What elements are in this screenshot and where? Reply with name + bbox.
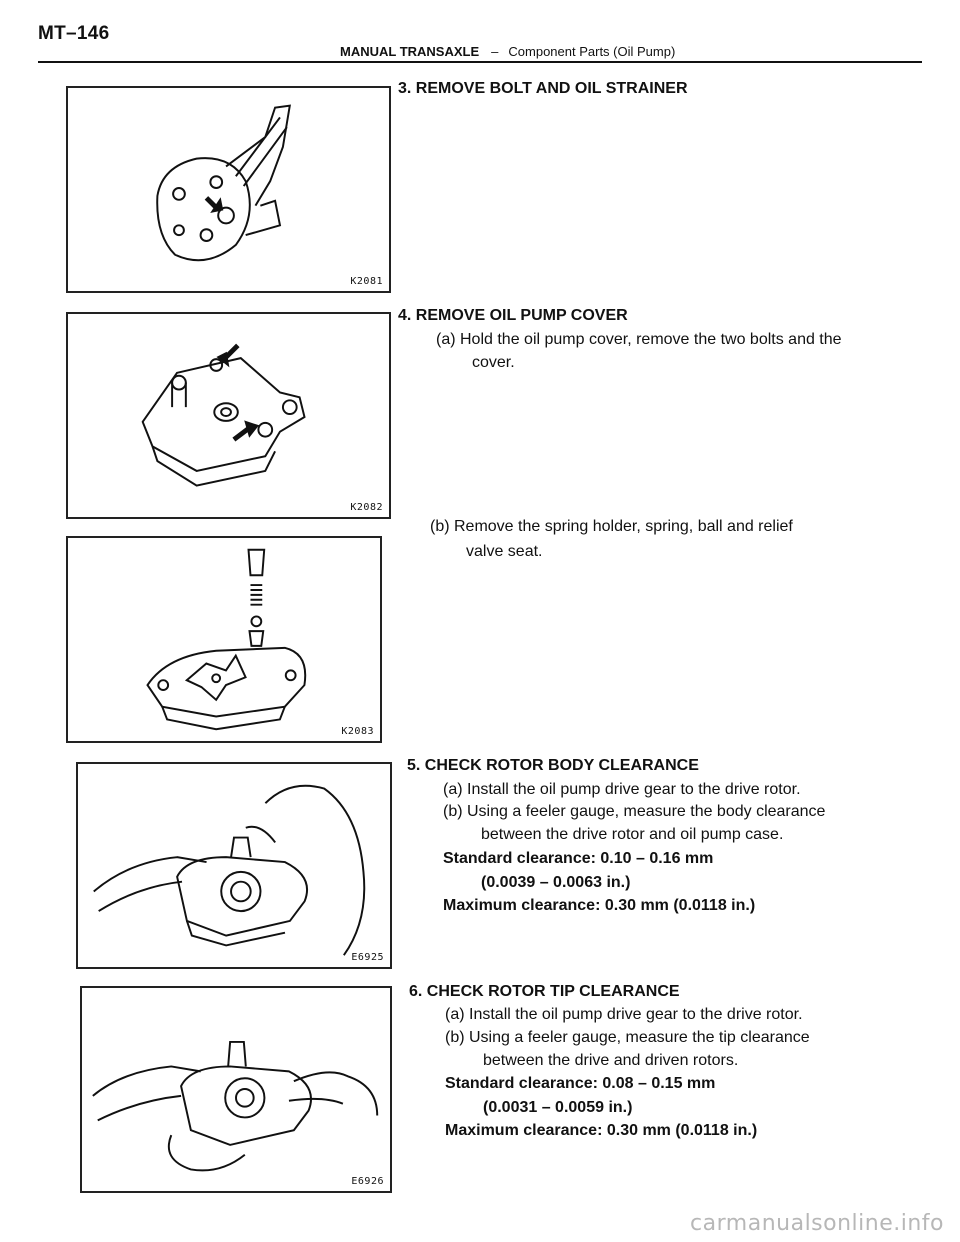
figure-code: K2081: [350, 276, 383, 287]
body-clearance-check-illustration: [78, 764, 390, 967]
figure-relief-valve-parts: [66, 536, 382, 743]
step-4a-line-2: cover.: [472, 354, 515, 371]
step-5-standard-clearance: Standard clearance: 0.10 – 0.16 mm: [443, 850, 714, 867]
section-name: MANUAL TRANSAXLE: [340, 44, 480, 59]
step-4a-line-1: (a) Hold the oil pump cover, remove the two bolts and the: [436, 331, 842, 348]
step-5b-line-2: between the drive rotor and oil pump case.: [481, 826, 784, 843]
page-number: MT–146: [38, 23, 110, 44]
step-6-standard-clearance-inch: (0.0031 – 0.0059 in.): [483, 1099, 633, 1116]
step-6-maximum-clearance: Maximum clearance: 0.30 mm (0.0118 in.): [445, 1122, 758, 1139]
figure-code: K2083: [341, 726, 374, 737]
oil-strainer-illustration: [68, 88, 389, 291]
header-rule: [38, 61, 922, 63]
figure-code: E6925: [351, 952, 384, 963]
step-5b-line-1: (b) Using a feeler gauge, measure the body clearance: [443, 803, 826, 820]
step-6b-line-1: (b) Using a feeler gauge, measure the tip clearance: [445, 1029, 810, 1046]
step-5-standard-clearance-inch: (0.0039 – 0.0063 in.): [481, 874, 631, 891]
figure-body-clearance: [76, 762, 392, 969]
step-6a-line: (a) Install the oil pump drive gear to the drive rotor.: [445, 1006, 803, 1023]
step-4-title: 4. REMOVE OIL PUMP COVER: [398, 307, 628, 324]
step-6-standard-clearance: Standard clearance: 0.08 – 0.15 mm: [445, 1075, 716, 1092]
figure-code: K2082: [350, 502, 383, 513]
tip-clearance-check-illustration: [82, 988, 390, 1191]
figure-code: E6926: [351, 1176, 384, 1187]
figure-oil-strainer: [66, 86, 391, 293]
step-4b-line-1: (b) Remove the spring holder, spring, ball and relief: [430, 518, 793, 535]
subsection-name: Component Parts (Oil Pump): [508, 44, 676, 59]
step-5-maximum-clearance: Maximum clearance: 0.30 mm (0.0118 in.): [443, 897, 756, 914]
header-title: [340, 44, 675, 59]
step-5-title: 5. CHECK ROTOR BODY CLEARANCE: [407, 757, 699, 774]
relief-valve-parts-illustration: [68, 538, 380, 741]
step-6b-line-2: between the drive and driven rotors.: [483, 1052, 739, 1069]
step-4b-line-2: valve seat.: [466, 543, 543, 560]
watermark: carmanualsonline.info: [690, 1211, 944, 1236]
oil-pump-cover-illustration: [68, 314, 389, 517]
figure-tip-clearance: [80, 986, 392, 1193]
step-6-title: 6. CHECK ROTOR TIP CLEARANCE: [409, 983, 680, 1000]
figure-oil-pump-cover: [66, 312, 391, 519]
step-3-title: 3. REMOVE BOLT AND OIL STRAINER: [398, 80, 688, 97]
step-5a-line: (a) Install the oil pump drive gear to the drive rotor.: [443, 781, 801, 798]
header-separator: –: [491, 44, 499, 59]
